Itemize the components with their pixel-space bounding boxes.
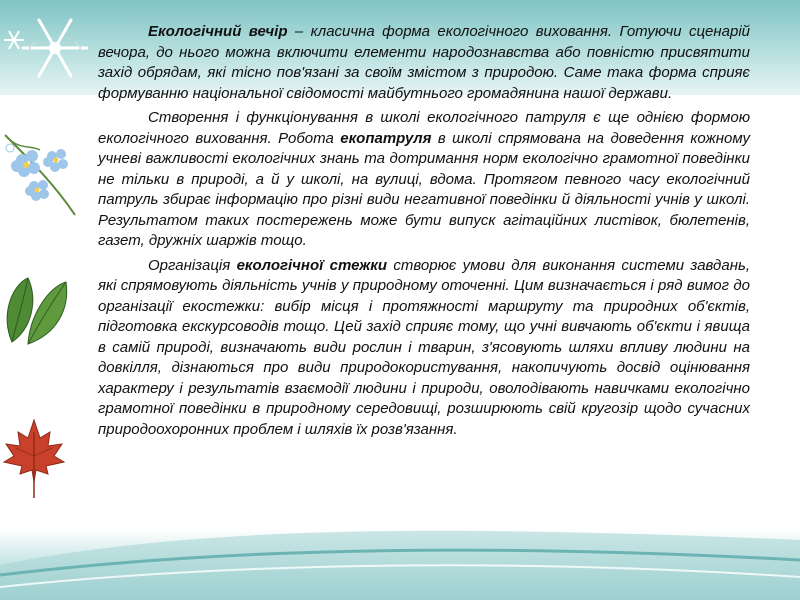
main-text (98, 22, 750, 444)
term-ecopatrol: екопатруля (340, 129, 432, 147)
term-eco-evening: Екологічний вечір (148, 23, 288, 40)
term-eco-trail: екологічної стежки (236, 256, 388, 274)
paragraph-trail: Організація екологічної стежки створює умови для виконання системи завдань, які спрямовують діяльність учнів у природному оточенні. Цим визначається і ряд вимог до організації екостежки: вибір місця і протяжності маршруту та природних об'єктів, підготовка екскурсоводів тощо. Цей захід сприяє тому, що учні вивчають об'єкти і явища в самій природі, визначають види рослин і тварин, з'ясовують шляхи впливу людини на довкілля, дізнаються про види природокористування, накопичують досвід оцінювання характеру і результатів взаємодії людини і природи, оволодівають навичками екологічно грамотної поведінки в природному середовищі, розширюють свій кругозір щодо сучасних природоохоронних проблем і шляхів їх розв'язання. (98, 256, 750, 438)
footer-wave (0, 505, 800, 600)
maple-leaf-icon (0, 412, 70, 502)
green-leaf-icon (0, 270, 75, 350)
paragraph-patrol: Створення і функціонування в школі екологічного патруля є ще однією формою екологічного виховання. Робота екопатруля в школі спрямована на доведення кожному учневі важливості екологічних знань та дотримання норм екологічно грамотної поведінки не тільки в природі, а й у школі, на вулиці, вдома. Протягом певного часу екологічний патруль збирає інформацію про різні види негативної поведінки й діяльності учнів у школі. Результатом таких постережень може бути випуск агітаційних листівок, бюлетенів, газет, дружніх шаржів тощо. (98, 109, 750, 249)
snowflake-icon (0, 0, 100, 95)
paragraph-evening: Екологічний вечір – класична форма екологічного виховання. Готуючи сценарій вечора, до нього можна включити елементи народознавства або повністю присвятити захід обрядам, які тісно пов'язані за своїм змістом з природою. Саме така форма сприяє формуванню національної свідомості майбутнього громадянина нашої держави. (98, 23, 750, 102)
forget-me-not-icon (0, 130, 85, 220)
